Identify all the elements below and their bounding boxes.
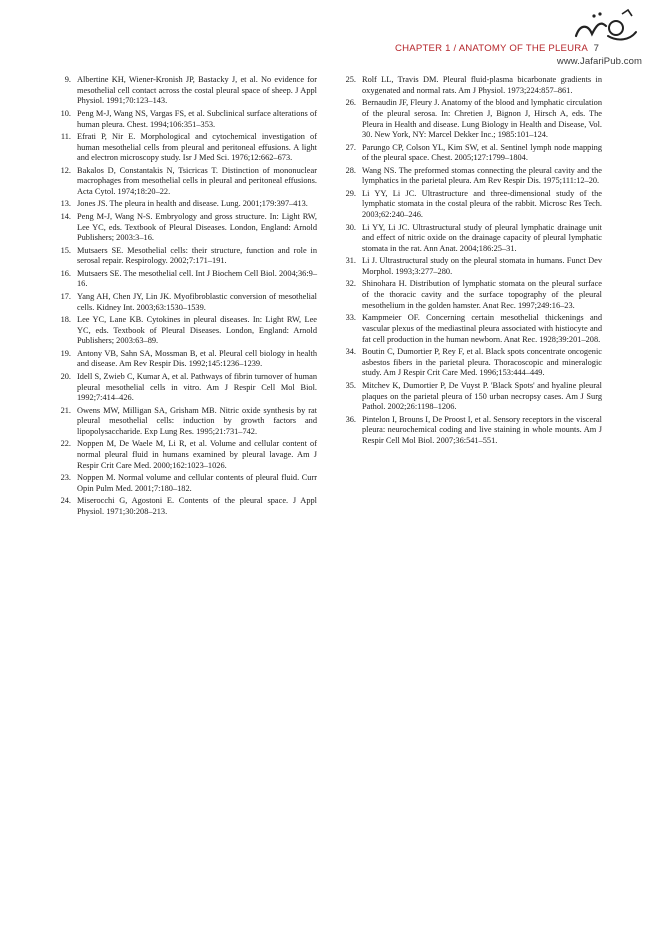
reference-number: 23. xyxy=(60,473,71,483)
reference-item xyxy=(55,166,317,198)
reference-item xyxy=(55,109,317,130)
publisher-logo xyxy=(570,6,640,46)
reference-text: Miserocchi G, Agostoni E. Contents of the pleural space. J Appl Physiol. 1971;30:208–213. xyxy=(77,496,317,517)
references-right-column xyxy=(340,75,602,448)
reference-item xyxy=(340,279,602,311)
reference-number: 24. xyxy=(60,496,71,506)
reference-item xyxy=(55,269,317,290)
reference-number: 20. xyxy=(60,371,71,381)
reference-text: Bernaudin JF, Fleury J. Anatomy of the blood and lymphatic circulation of the pleural serosa. In: Chretien J, Bignon J, Hirsch A, eds. The Pleura in Health and disease. Lung Biology in Health and Disease, Vol. 30. New York, NY: Marcel Dekker Inc.; 1985:101–124. xyxy=(362,98,602,140)
reference-item xyxy=(55,349,317,370)
reference-text: Lee YC, Lane KB. Cytokines in pleural diseases. In: Light RW, Lee YC, eds. Textbook of Pleural Diseases. London, England: Arnold Publishers; 2003:63–89. xyxy=(77,314,317,346)
reference-number: 9. xyxy=(64,75,71,84)
reference-number: 15. xyxy=(60,245,71,255)
reference-item xyxy=(340,415,602,447)
watermark xyxy=(500,0,650,82)
reference-text: Mitchev K, Dumortier P, De Vuyst P. 'Black Spots' and hyaline pleural plaques on the parietal pleura of 150 urban necropsy cases. Am J Surg Pathol. 2002;26:1198–1206. xyxy=(362,380,602,412)
reference-item xyxy=(340,75,602,96)
reference-number: 18. xyxy=(60,314,71,324)
reference-text: Pintelon I, Brouns I, De Proost I, et al. Sensory receptors in the visceral pleura: neurochemical coding and live staining in whole mounts. Am J Respir Cell Mol Biol. 2007;36:541–551. xyxy=(362,414,602,446)
reference-item xyxy=(55,246,317,267)
reference-number: 12. xyxy=(60,165,71,175)
reference-item xyxy=(340,256,602,277)
site-url[interactable]: www.JafariPub.com xyxy=(556,56,642,67)
reference-item xyxy=(55,132,317,164)
reference-number: 13. xyxy=(60,199,71,209)
reference-number: 28. xyxy=(345,165,356,175)
reference-text: Li YY, Li JC. Ultrastructure and three-dimensional study of the lymphatic stomata in the costal pleura of the rabbit. Microsc Res Tech. 2003;62:240–246. xyxy=(362,188,602,220)
reference-text: Owens MW, Milligan SA, Grisham MB. Nitric oxide synthesis by rat pleural mesothelial cells: induction by growth factors and lipopolysaccharide. Exp Lung Res. 1995;21:731–742. xyxy=(77,405,317,437)
reference-text: Peng M-J, Wang NS, Vargas FS, et al. Subclinical surface alterations of human pleura. Chest. 1994;106:351–353. xyxy=(77,108,317,129)
reference-number: 36. xyxy=(345,414,356,424)
reference-item xyxy=(55,372,317,404)
reference-number: 10. xyxy=(60,108,71,118)
reference-number: 16. xyxy=(60,268,71,278)
reference-item xyxy=(55,473,317,494)
reference-item xyxy=(340,143,602,164)
reference-text: Albertine KH, Wiener-Kronish JP, Bastacky J, et al. No evidence for mesothelial cell contact across the costal pleural space of sheep. J Appl Physiol. 1991;70:123–143. xyxy=(77,75,317,106)
reference-text: Idell S, Zwieb C, Kumar A, et al. Pathways of fibrin turnover of human pleural mesothelial cells in vitro. Am J Respir Cell Mol Biol. 1992;7:414–426. xyxy=(77,371,317,403)
reference-number: 26. xyxy=(345,98,356,108)
page-number: 7 xyxy=(593,43,599,54)
reference-item xyxy=(55,439,317,471)
reference-item xyxy=(55,406,317,438)
reference-number: 21. xyxy=(60,405,71,415)
reference-number: 34. xyxy=(345,347,356,357)
reference-item xyxy=(55,315,317,347)
reference-text: Noppen M. Normal volume and cellular contents of pleural fluid. Curr Opin Pulm Med. 2001;7:180–182. xyxy=(77,473,317,493)
reference-text: Parungo CP, Colson YL, Kim SW, et al. Sentinel lymph node mapping of the pleural space. Chest. 2005;127:1799–1804. xyxy=(362,142,602,163)
reference-number: 29. xyxy=(345,188,356,198)
reference-number: 27. xyxy=(345,142,356,152)
reference-item xyxy=(340,313,602,345)
reference-text: Peng M-J, Wang N-S. Embryology and gross structure. In: Light RW, Lee YC, eds. Textbook of Pleural Diseases. London, England: Arnold Publishers; 2003:3–16. xyxy=(77,211,317,243)
reference-item xyxy=(55,292,317,313)
reference-text: Mutsaers SE. The mesothelial cell. Int J Biochem Cell Biol. 2004;36:9–16. xyxy=(77,268,317,289)
reference-number: 19. xyxy=(60,348,71,358)
reference-text: Kampmeier OF. Concerning certain mesothelial thickenings and vascular plexus of the mediastinal pleura associated with histiocyte and fat cell production in the human newborn. Anat Rec. 1928;39:201–208. xyxy=(362,313,602,344)
reference-item xyxy=(55,199,317,210)
reference-text: Mutsaers SE. Mesothelial cells: their structure, function and role in serosal repair. Respirology. 2002;7:171–191. xyxy=(77,245,317,266)
reference-number: 35. xyxy=(345,380,356,390)
reference-number: 25. xyxy=(345,75,356,84)
references-left-column xyxy=(55,75,317,519)
reference-text: Li J. Ultrastructural study on the pleural stomata in humans. Funct Dev Morphol. 1993;3:277–280. xyxy=(362,256,602,277)
reference-text: Noppen M, De Waele M, Li R, et al. Volume and cellular content of normal pleural fluid in humans examined by pleural lavage. Am J Respir Crit Care Med. 2000;162:1023–1026. xyxy=(77,439,317,470)
reference-text: Boutin C, Dumortier P, Rey F, et al. Black spots concentrate oncogenic asbestos fibers in the parietal pleura. Thoracoscopic and mineralogic study. Am J Respir Crit Care Med. 1996;153:444–449. xyxy=(362,347,602,378)
reference-number: 30. xyxy=(345,222,356,232)
reference-text: Yang AH, Chen JY, Lin JK. Myofibroblastic conversion of mesothelial cells. Kidney Int. 2003;63:1530–1539. xyxy=(77,291,317,312)
reference-item xyxy=(340,223,602,255)
reference-item xyxy=(340,189,602,221)
reference-item xyxy=(55,496,317,517)
reference-item xyxy=(55,75,317,107)
reference-text: Shinohara H. Distribution of lymphatic stomata on the pleural surface of the thoracic cavity and the surface topography of the pleural mesothelium in the golden hamster. Anat Rec. 1997;249:16–23. xyxy=(362,279,602,310)
reference-item xyxy=(340,347,602,379)
reference-number: 17. xyxy=(60,291,71,301)
reference-number: 32. xyxy=(345,279,356,289)
reference-item xyxy=(55,212,317,244)
reference-item xyxy=(340,166,602,187)
reference-number: 11. xyxy=(60,131,71,141)
reference-text: Efrati P, Nir E. Morphological and cytochemical investigation of human mesothelial cells from pleural and peritoneal effusions. A light and electron microscopy study. Isr J Med Sci. 1976;12:662–673. xyxy=(77,131,317,163)
reference-number: 31. xyxy=(345,256,356,266)
reference-item xyxy=(340,381,602,413)
reference-text: Li YY, Li JC. Ultrastructural study of pleural lymphatic drainage unit and effect of nitric oxide on the drainage capacity of pleural lymphatic stomata in the rat. Ann Anat. 2004;186:25–31. xyxy=(362,222,602,253)
reference-text: Bakalos D, Constantakis N, Tsicricas T. Distinction of mononuclear macrophages from mesothelial cells in pleural and peritoneal effusions. Acta Cytol. 1974;18:20–22. xyxy=(77,165,317,197)
reference-number: 33. xyxy=(345,313,356,323)
reference-item xyxy=(340,98,602,141)
reference-text: Jones JS. The pleura in health and disease. Lung. 2001;179:397–413. xyxy=(77,199,308,209)
reference-text: Antony VB, Sahn SA, Mossman B, et al. Pleural cell biology in health and disease. Am Rev Respir Dis. 1992;145:1236–1239. xyxy=(77,348,317,369)
running-header: CHAPTER 1 / ANATOMY OF THE PLEURA xyxy=(394,43,588,54)
reference-number: 14. xyxy=(60,211,71,221)
reference-number: 22. xyxy=(60,439,71,449)
reference-text: Rolf LL, Travis DM. Pleural fluid-plasma bicarbonate gradients in oxygenated and normal rats. Am J Physiol. 1973;224:857–861. xyxy=(362,75,602,95)
reference-text: Wang NS. The preformed stomas connecting the pleural cavity and the lymphatics in the parietal pleura. Am Rev Respir Dis. 1975;111:12–20. xyxy=(362,165,602,186)
